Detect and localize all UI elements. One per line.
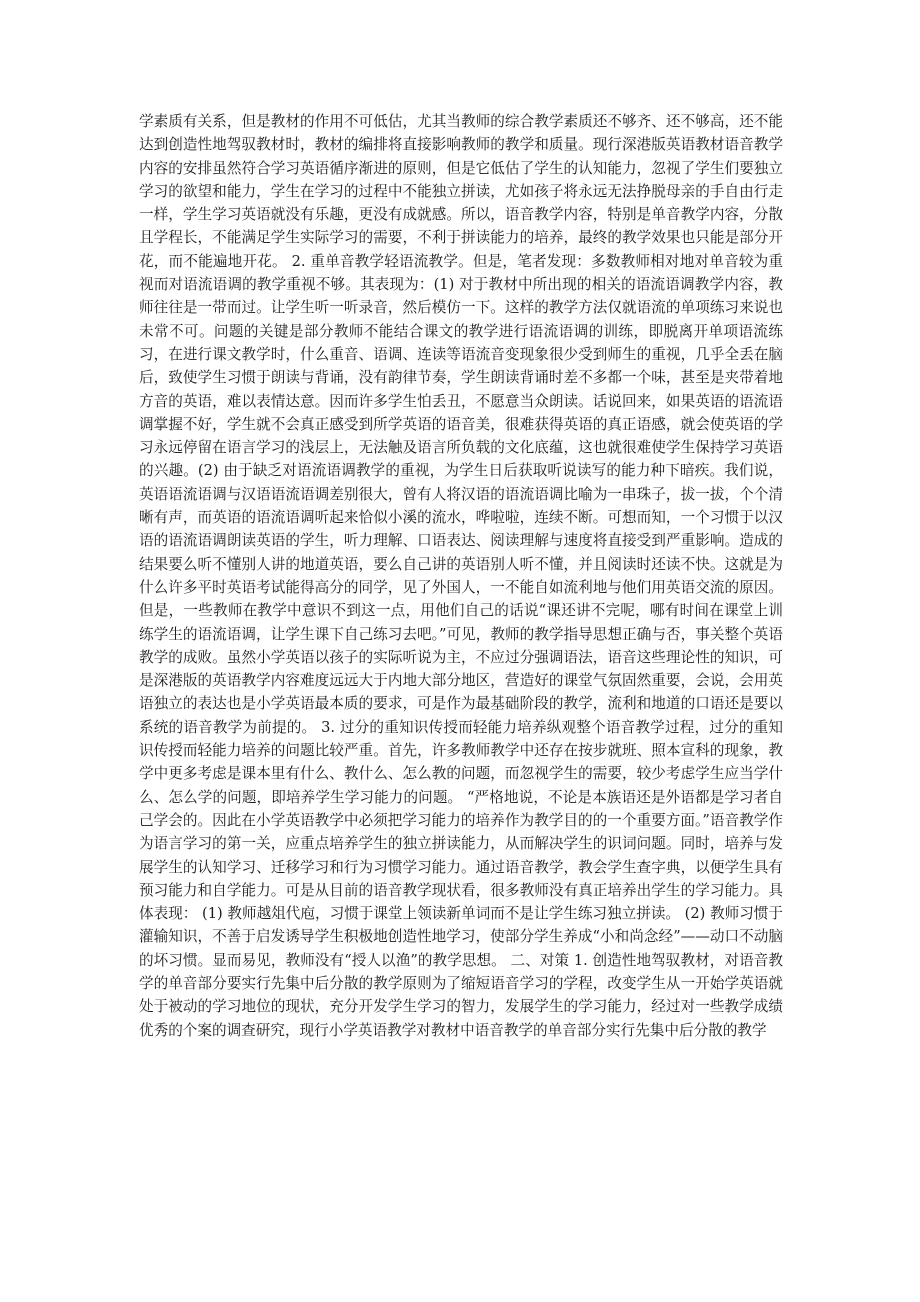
document-page xyxy=(139,110,783,1290)
body-paragraph: 学素质有关系，但是教材的作用不可低估，尤其当教师的综合教学素质还不够齐、还不够高，还不能达到创造性地驾驭教材时，教材的编排将直接影响教师的教学和质量。现行深港版英语教材语音教学内容的安排虽然符合学习英语循序渐进的原则，但是它低估了学生的认知能力，忽视了学生们要独立学习的欲望和能力，学生在学习的过程中不能独立拼读，尤如孩子将永远无法挣脱母亲的手自由行走一样，学生学习英语就没有乐趣，更没有成就感。所以，语音教学内容，特别是单音教学内容，分散且学程长，不能满足学生实际学习的需要，不利于拼读能力的培养，最终的教学效果也只能是部分开花，而不能遍地开花。 2. 重单音教学轻语流教学。但是，笔者发现：多数教师相对地对单音较为重视而对语流语调的教学重视不够。其表现为：(1) 对于教材中所出现的相关的语流语调教学内容，教师往往是一带而过。让学生听一听录音，然后模仿一下。这样的教学方法仅就语流的单项练习来说也未常不可。问题的关键是部分教师不能结合课文的教学进行语流语调的训练，即脱离开单项语流练习，在进行课文教学时，什么重音、语调、连读等语流音变现象很少受到师生的重视，几乎全丢在脑后，致使学生习惯于朗读与背诵，没有韵律节奏，学生朗读背诵时差不多都一个味，甚至是夹带着地方音的英语，难以表情达意。因而许多学生怕丢丑，不愿意当众朗读。话说回来，如果英语的语流语调掌握不好，学生就不会真正感受到所学英语的语音美，很难获得英语的真正语感，就会使英语的学习永远停留在语言学习的浅层上，无法触及语言所负载的文化底蕴，这也就很难使学生保持学习英语的兴趣。(2) 由于缺乏对语流语调教学的重视，为学生日后获取听说读写的能力种下暗疾。我们说，英语语流语调与汉语语流语调差别很大，曾有人将汉语的语流语调比喻为一串珠子，拔一拔，个个清晰有声，而英语的语流语调听起来恰似小溪的流水，哗啦啦，连续不断。可想而知，一个习惯于以汉语的语流语调朗读英语的学生，听力理解、口语表达、阅读理解与速度将直接受到严重影响。造成的结果要么听不懂别人讲的地道英语，要么自己讲的英语别人听不懂，并且阅读时还读不快。这就是为什么许多平时英语考试能得高分的同学，见了外国人，一不能自如流利地与他们用英语交流的原因。但是，一些教师在教学中意识不到这一点，用他们自己的话说“课还讲不完呢，哪有时间在课堂上训练学生的语流语调，让学生课下自己练习去吧。”可见，教师的教学指导思想正确与否，事关整个英语教学的成败。虽然小学英语以孩子的实际听说为主，不应过分强调语法，语音这些理论性的知识，可是深港版的英语教学内容难度远远大于内地大部分地区，营造好的课堂气氛固然重要，会说，会用英语独立的表达也是小学英语最本质的要求，可是作为最基础阶段的教学，流利和地道的口语还是要以系统的语音教学为前提的。 3. 过分的重知识传授而轻能力培养纵观整个语音教学过程，过分的重知识传授而轻能力培养的问题比较严重。首先，许多教师教学中还存在按步就班、照本宣科的现象，教学中更多考虑是课本里有什么、教什么、怎么教的问题，而忽视学生的需要，较少考虑学生应当学什么、怎么学的问题，即培养学生学习能力的问题。 “严格地说，不论是本族语还是外语都是学习者自己学会的。因此在小学英语教学中必须把学习能力的培养作为教学目的的一个重要方面。”语音教学作为语言学习的第一关，应重点培养学生的独立拼读能力，从而解决学生的识词问题。同时，培养与发展学生的认知学习、迁移学习和行为习惯学习能力。通过语音教学，教会学生查字典，以便学生具有预习能力和自学能力。可是从目前的语音教学现状看，很多教师没有真正培养出学生的学习能力。具体表现： (1) 教师越俎代庖，习惯于课堂上领读新单词而不是让学生练习独立拼读。 (2) 教师习惯于灌输知识，不善于启发诱导学生积极地创造性地学习，使部分学生养成“小和尚念经”——动口不动脑的坏习惯。显而易见，教师没有“授人以渔”的教学思想。 二、对策 1. 创造性地驾驭教材，对语音教学的单音部分要实行先集中后分散的教学原则为了缩短语音学习的学程，改变学生从一开始学英语就处于被动的学习地位的现状，充分开发学生学习的智力，发展学生的学习能力，经过对一些教学成绩优秀的个案的调查研究，现行小学英语教学对教材中语音教学的单音部分实行先集中后分散的教学 xyxy=(139,113,783,1039)
